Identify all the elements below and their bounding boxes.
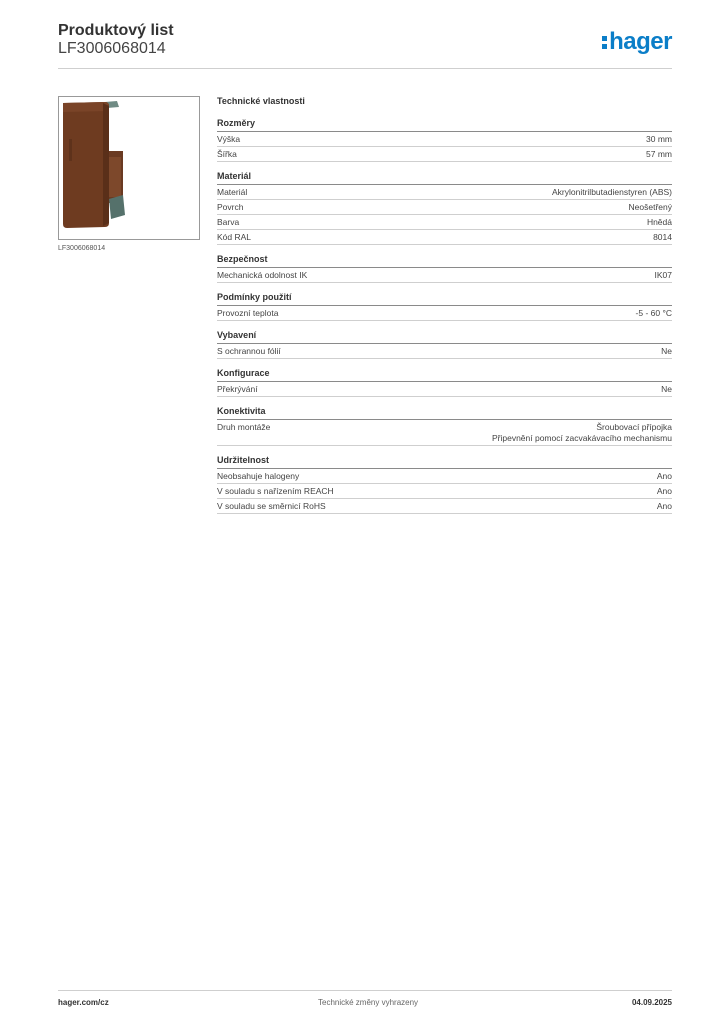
spec-group-title: Udržitelnost: [217, 454, 672, 469]
spec-value-line: Ano: [656, 501, 672, 511]
spec-group: [217, 253, 672, 283]
spec-row: [217, 382, 672, 397]
spec-group-title: Podmínky použití: [217, 291, 672, 306]
spec-group: [217, 117, 672, 162]
spec-value-line: Připevnění pomocí zacvakávacího mechanismu: [491, 433, 672, 443]
logo-colon-icon: [602, 33, 607, 51]
spec-row: [217, 147, 672, 162]
spec-value-line: Hnědá: [646, 217, 672, 227]
spec-value: [657, 501, 672, 512]
spec-value: [647, 217, 672, 228]
spec-row: [217, 420, 672, 446]
spec-value: [492, 422, 672, 444]
spec-label: Neobsahuje halogeny: [217, 471, 300, 481]
spec-label: V souladu s nařízením REACH: [217, 486, 334, 496]
spec-value: [636, 308, 672, 319]
spec-value-line: Neošetřený: [628, 202, 672, 212]
spec-group-title: Konektivita: [217, 405, 672, 420]
spec-label: Šířka: [217, 149, 237, 159]
spec-label: Překrývání: [217, 384, 258, 394]
spec-value-line: Ano: [656, 486, 672, 496]
spec-value-line: Akrylonitrilbutadienstyren (ABS): [552, 187, 672, 197]
spec-label: V souladu se směrnicí RoHS: [217, 501, 326, 511]
spec-row: [217, 132, 672, 147]
spec-row: [217, 230, 672, 245]
spec-row: [217, 200, 672, 215]
header-divider: [58, 68, 672, 69]
spec-group: [217, 367, 672, 397]
document-title: Produktový list: [58, 22, 174, 39]
spec-row: [217, 268, 672, 283]
spec-label: Povrch: [217, 202, 244, 212]
spec-label: Druh montáže: [217, 422, 271, 432]
image-caption: LF3006068014: [58, 245, 106, 252]
technical-specs: [217, 95, 672, 522]
product-code: LF3006068014: [58, 40, 166, 57]
spec-row: [217, 185, 672, 200]
spec-value: [552, 187, 672, 198]
spec-group-title: Bezpečnost: [217, 253, 672, 268]
spec-row: [217, 215, 672, 230]
spec-label: Kód RAL: [217, 232, 252, 242]
spec-value-line: 30 mm: [646, 134, 672, 144]
spec-group-title: Konfigurace: [217, 367, 672, 382]
spec-group-title: Vybavení: [217, 329, 672, 344]
spec-group: [217, 454, 672, 514]
spec-label: Materiál: [217, 187, 248, 197]
spec-value-line: 57 mm: [646, 149, 672, 159]
spec-row: [217, 484, 672, 499]
spec-group-title: Materiál: [217, 170, 672, 185]
spec-row: [217, 344, 672, 359]
spec-value-line: Ne: [661, 384, 672, 394]
spec-label: S ochrannou fólií: [217, 346, 281, 356]
footer-divider: [58, 990, 672, 991]
specs-heading: Technické vlastnosti: [217, 96, 305, 106]
spec-group-title: Rozměry: [217, 117, 672, 132]
footer-website-link[interactable]: hager.com/cz: [58, 998, 109, 1007]
spec-row: [217, 499, 672, 514]
spec-label: Mechanická odolnost IK: [217, 270, 308, 280]
spec-value: [646, 149, 672, 160]
spec-value: [646, 134, 672, 145]
spec-label: Výška: [217, 134, 241, 144]
spec-value-line: 8014: [653, 232, 672, 242]
spec-value: [661, 384, 672, 395]
logo-text: hager: [609, 28, 672, 55]
spec-group: [217, 170, 672, 245]
product-image: [58, 96, 200, 240]
product-photo-icon: [59, 97, 199, 239]
spec-label: Provozní teplota: [217, 308, 279, 318]
spec-value: [661, 346, 672, 357]
spec-value: [653, 232, 672, 243]
spec-group: [217, 405, 672, 446]
spec-value: [655, 270, 673, 281]
spec-value: [629, 202, 672, 213]
spec-value: [657, 471, 672, 482]
spec-value-line: -5 - 60 °C: [635, 308, 672, 318]
spec-value: [657, 486, 672, 497]
spec-value-line: Ne: [661, 346, 672, 356]
spec-label: Barva: [217, 217, 240, 227]
spec-value-line: Ano: [656, 471, 672, 481]
spec-row: [217, 469, 672, 484]
spec-groups: [217, 117, 672, 514]
spec-value-line: IK07: [654, 270, 672, 280]
spec-row: [217, 306, 672, 321]
hager-logo: [602, 28, 672, 56]
spec-group: [217, 329, 672, 359]
spec-value-line: Šroubovací přípojka: [596, 422, 672, 432]
page-header: [58, 22, 672, 70]
footer-date: 04.09.2025: [631, 998, 672, 1007]
spec-group: [217, 291, 672, 321]
footer-notice: Technické změny vyhrazeny: [318, 998, 419, 1007]
